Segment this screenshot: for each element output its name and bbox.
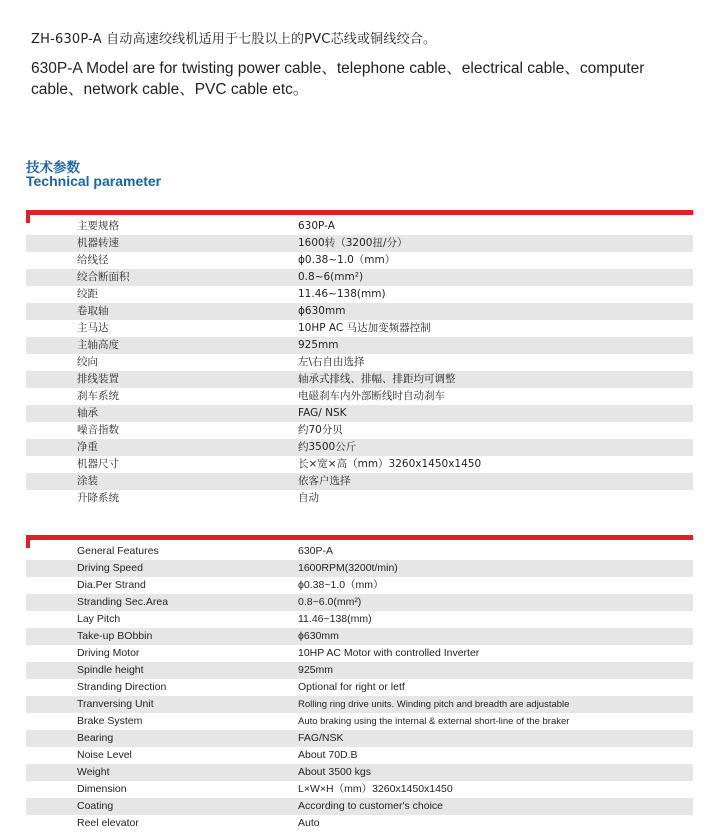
row-value: According to customer's choice [298, 800, 443, 812]
row-value: 925mm [298, 664, 334, 676]
table-row [26, 490, 693, 507]
row-label: Dimension [77, 783, 127, 795]
table-row [26, 798, 693, 815]
table-row [26, 560, 693, 577]
table-row [26, 405, 693, 422]
row-value: 约3500公斤 [298, 441, 357, 453]
parameter-table-chinese [26, 210, 693, 510]
row-label: 机器尺寸 [77, 458, 119, 470]
intro-english: 630P-A Model are for twisting power cable、telephone cable、electrical cable、computer cable、network cable、PVC cable etc。 [31, 60, 645, 98]
row-label: General Features [77, 545, 159, 557]
row-value: 长×宽×高（mm）3260x1450x1450 [298, 458, 482, 470]
row-label: Stranding Direction [77, 681, 167, 693]
row-value: 左\右自由选择 [298, 356, 365, 368]
row-label: Dia.Per Strand [77, 579, 146, 591]
table-header-bar [26, 535, 693, 540]
row-label: 绞距 [77, 288, 98, 300]
row-label: Noise Level [77, 749, 132, 761]
table-row [26, 611, 693, 628]
table-row [26, 218, 693, 235]
table-row [26, 422, 693, 439]
table-row [26, 235, 693, 252]
row-label: 机器转速 [77, 237, 119, 249]
table-row [26, 747, 693, 764]
row-value: About 3500 kgs [298, 766, 371, 778]
row-value: 630P-A [298, 545, 334, 557]
row-value: ϕ0.38~1.0（mm） [298, 579, 384, 591]
section-title-chinese: 技术参数 [26, 160, 80, 176]
row-label: 绞向 [77, 356, 98, 368]
row-label: Tranversing Unit [77, 698, 154, 710]
row-label: Driving Speed [77, 562, 143, 574]
table-row [26, 269, 693, 286]
table-row [26, 696, 693, 713]
table-row [26, 679, 693, 696]
row-value: L×W×H（mm）3260x1450x1450 [298, 783, 453, 795]
row-value: 1600转（3200扭/分） [298, 237, 408, 249]
row-label: 升降系统 [77, 492, 119, 504]
row-label: Driving Motor [77, 647, 140, 659]
row-value: 依客户选择 [298, 475, 351, 487]
row-label: Bearing [77, 732, 114, 744]
table-row [26, 730, 693, 747]
table-row [26, 594, 693, 611]
row-value: FAG/ NSK [298, 407, 347, 419]
table-row [26, 456, 693, 473]
row-label: Coating [77, 800, 114, 812]
row-label: Reel elevator [77, 817, 139, 829]
row-value: Optional for right or letf [298, 681, 405, 693]
row-label: 排线装置 [77, 373, 119, 385]
table-header-bar [26, 210, 693, 215]
row-label: Weight [77, 766, 110, 778]
table-rows [26, 218, 693, 507]
table-row [26, 320, 693, 337]
table-row [26, 713, 693, 730]
parameter-table-english [26, 535, 693, 831]
row-value: 11.46~138(mm) [298, 288, 386, 300]
row-value: About 70D.B [298, 749, 358, 761]
row-label: 卷取轴 [77, 305, 109, 317]
row-label: 绞合断面积 [77, 271, 130, 283]
table-row [26, 286, 693, 303]
table-rows [26, 543, 693, 832]
table-row [26, 543, 693, 560]
table-row [26, 781, 693, 798]
row-value: FAG/NSK [298, 732, 344, 744]
row-value: 10HP AC Motor with controlled Inverter [298, 647, 480, 659]
row-label: 轴承 [77, 407, 98, 419]
table-row [26, 815, 693, 832]
table-row [26, 388, 693, 405]
table-row [26, 371, 693, 388]
table-row [26, 354, 693, 371]
row-label: 净重 [77, 441, 98, 453]
table-row [26, 662, 693, 679]
row-label: Brake System [77, 715, 143, 727]
row-value: Rolling ring drive units. Winding pitch and breadth are adjustable [298, 699, 570, 710]
row-value: 自动 [298, 492, 319, 504]
row-value: 约70分贝 [298, 424, 343, 436]
row-value: 11.46~138(mm) [298, 613, 372, 625]
row-label: Stranding Sec.Area [77, 596, 169, 608]
row-label: 主轴高度 [77, 339, 119, 351]
table-row [26, 439, 693, 456]
row-value: ϕ630mm [298, 305, 346, 317]
table-row [26, 473, 693, 490]
row-value: 925mm [298, 339, 339, 351]
row-label: 噪音指数 [77, 424, 119, 436]
table-row [26, 252, 693, 269]
section-title-english: Technical parameter [26, 173, 162, 189]
row-label: 主要规格 [77, 220, 119, 232]
row-value: 0.8~6.0(mm²) [298, 596, 362, 608]
row-label: Spindle height [77, 664, 144, 676]
row-label: Take-up BObbin [77, 630, 153, 642]
table-row [26, 764, 693, 781]
row-label: 刹车系统 [77, 390, 119, 402]
row-label: 给线径 [77, 254, 109, 266]
table-row [26, 303, 693, 320]
row-value: Auto braking using the internal & external short-line of the braker [298, 716, 570, 727]
table-row [26, 337, 693, 354]
row-value: 轴承式排线、排幅、排距均可调整 [298, 373, 456, 385]
row-value: 630P-A [298, 220, 335, 232]
row-value: 电磁刹车内外部断线时自动刹车 [298, 390, 445, 402]
row-value: 1600RPM(3200t/min) [298, 562, 398, 574]
row-label: Lay Pitch [77, 613, 121, 625]
row-value: 0.8~6(mm²) [298, 271, 364, 283]
row-value: ϕ630mm [298, 630, 339, 642]
row-value: Auto [298, 817, 320, 829]
row-value: ϕ0.38~1.0（mm） [298, 254, 396, 266]
row-value: 10HP AC 马达加变频器控制 [298, 322, 431, 334]
intro-chinese: ZH-630P-A 自动高速绞线机适用于七股以上的PVC芯线或铜线绞合。 [31, 32, 437, 47]
table-row [26, 577, 693, 594]
table-row [26, 645, 693, 662]
row-label: 主马达 [77, 322, 109, 334]
row-label: 涂装 [77, 475, 98, 487]
table-row [26, 628, 693, 645]
